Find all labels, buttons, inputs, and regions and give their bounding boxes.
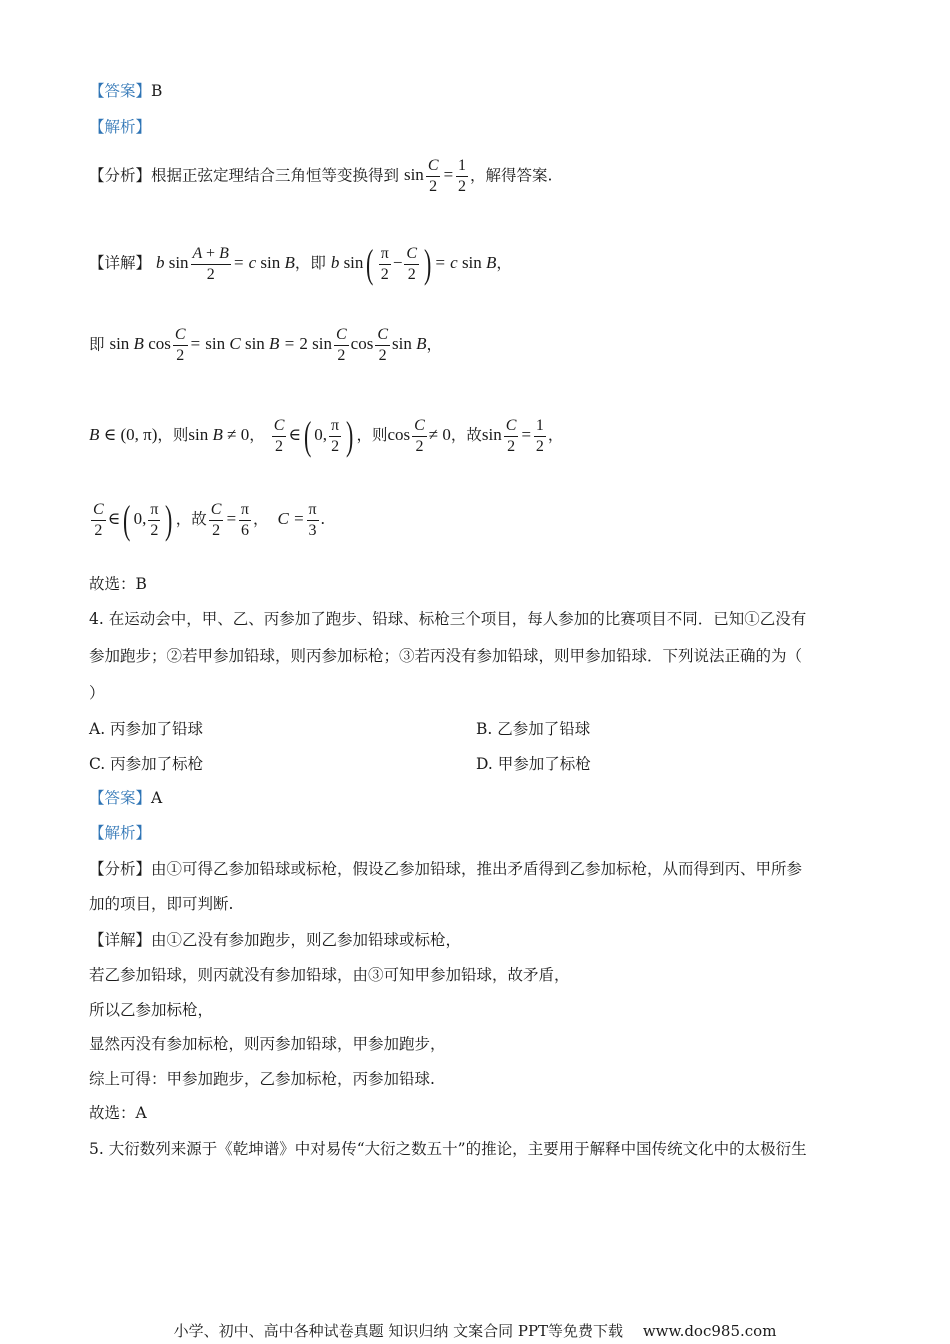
detail-comma: ， xyxy=(496,253,512,272)
q3-final-choice: 故选：B xyxy=(89,575,147,593)
ji-label: 即 xyxy=(89,335,105,354)
gu-1: ，故 xyxy=(450,425,482,444)
q4-option-c: C. 丙参加了标枪 xyxy=(89,755,204,773)
formula-sinb-nonzero: sin B ≠ 0 xyxy=(188,424,250,444)
fenxi-text: 根据正弦定理结合三角恒等变换得到 xyxy=(151,166,400,185)
formula-c-half-range-2: $\frac{C}{2}$ ∈( 0, $\frac{\pi}{2}$ ) xyxy=(93,497,173,542)
answer-value: B xyxy=(151,82,163,100)
q4-analysis-tag: 【解析】 xyxy=(89,824,152,842)
q4-option-a: A. 丙参加了铅球 xyxy=(89,720,204,738)
formula-c-half-value: $\frac{C}{2}$ = $\frac{\pi}{6}$ xyxy=(210,500,249,539)
fenxi-line xyxy=(89,158,552,195)
q4-detail-line-2: 若乙参加铅球，则丙就没有参加铅球，由③可知甲参加铅球，故矛盾， xyxy=(89,966,570,984)
formula-detail-1: b sin $\frac{A + B}{2}$ = c sin B xyxy=(155,244,295,283)
q4-answer-value: A xyxy=(151,789,163,807)
q4-answer-line xyxy=(89,787,162,809)
q4-detail-line-5: 综上可得：甲参加跑步，乙参加标枪，丙参加铅球. xyxy=(89,1070,435,1088)
comma-3: ， xyxy=(249,425,265,444)
formula-c-value: C = $\frac{\pi}{3}$ . xyxy=(277,500,325,539)
detail-comma-2: ， xyxy=(426,335,443,354)
answer-tag: 【答案】 xyxy=(89,82,152,100)
q4-fenxi-line-1 xyxy=(89,858,802,880)
fenxi-tag: 【分析】 xyxy=(89,166,152,185)
q4-detail-text-1: 由①乙没有参加跑步，则乙参加铅球或标枪， xyxy=(151,931,462,949)
comma-5: ， xyxy=(253,509,269,528)
detail-line-2 xyxy=(89,327,442,364)
answer-line xyxy=(89,80,162,102)
q5-stem-line-1: 5. 大衍数列来源于《乾坤谱》中对易传“大衍之数五十”的推论，主要用于解释中国传统文化中的太极衍生 xyxy=(89,1140,807,1158)
q4-stem-line-3: ） xyxy=(89,684,105,702)
ze-1: ，则 xyxy=(157,425,189,444)
gu-2: ，故 xyxy=(175,509,207,528)
fenxi-end: ，解得答案. xyxy=(469,166,553,185)
page-footer: 小学、初中、高中各种试卷真题 知识归纳 文案合同 PPT等免费下载 www.doc985.com xyxy=(173,1322,777,1340)
formula-sin-half-result: sin $\frac{C}{2}$ = $\frac{1}{2}$ xyxy=(481,416,544,455)
q4-detail-line-4: 显然丙没有参加标枪，则丙参加铅球，甲参加跑步， xyxy=(89,1035,446,1053)
q4-fenxi-line-2: 加的项目，即可判断. xyxy=(89,895,234,913)
q4-fenxi-text-1: 由①可得乙参加铅球或标枪，假设乙参加铅球，推出矛盾得到乙参加标枪，从而得到丙、甲所参 xyxy=(151,860,803,878)
q4-option-d: D. 甲参加了标枪 xyxy=(476,755,591,773)
formula-detail-2: b sin( $\frac{\pi}{2}$ − $\frac{C}{2}$ ) = c sin B xyxy=(330,241,497,286)
q4-detail-line-3: 所以乙参加标枪， xyxy=(89,1001,214,1019)
detail-ji: ，即 xyxy=(294,253,326,272)
formula-c-half-range: $\frac{C}{2}$ ∈( 0, $\frac{\pi}{2}$ ) xyxy=(273,413,354,458)
q4-stem-line-1: 4. 在运动会中，甲、乙、丙参加了跑步、铅球、标枪三个项目，每人参加的比赛项目不同．已知①乙没有 xyxy=(89,610,807,628)
detail-line-3 xyxy=(89,413,564,458)
detail-line-4 xyxy=(89,497,325,542)
formula-cos-nonzero: cos $\frac{C}{2}$ ≠ 0 xyxy=(387,416,451,455)
q4-detail-line-1 xyxy=(89,929,461,951)
detail-tag: 【详解】 xyxy=(89,253,152,272)
formula-b-range: B ∈ (0, π) xyxy=(89,424,158,444)
q4-final-choice: 故选：A xyxy=(89,1104,147,1122)
detail-line-1 xyxy=(89,241,512,286)
analysis-tag: 【解析】 xyxy=(89,118,152,136)
comma-4: ， xyxy=(547,425,564,444)
q4-answer-tag: 【答案】 xyxy=(89,789,152,807)
formula-detail-3: sin B cos $\frac{C}{2}$ = sin C sin B = 2 sin $\frac{C}{2}$ cos $\frac{C}{2}$ sin B xyxy=(109,326,427,364)
q4-fenxi-tag: 【分析】 xyxy=(89,860,152,878)
formula-sin-c-half: sin $\frac{C}{2}$ = $\frac{1}{2}$ xyxy=(403,157,466,195)
q4-stem-line-2: 参加跑步；②若甲参加铅球，则丙参加标枪；③若丙没有参加铅球，则甲参加铅球．下列说法正确的为（ xyxy=(89,647,803,665)
q4-detail-tag: 【详解】 xyxy=(89,931,152,949)
ze-2: ，则 xyxy=(356,425,388,444)
q4-option-b: B. 乙参加了铅球 xyxy=(476,720,591,738)
